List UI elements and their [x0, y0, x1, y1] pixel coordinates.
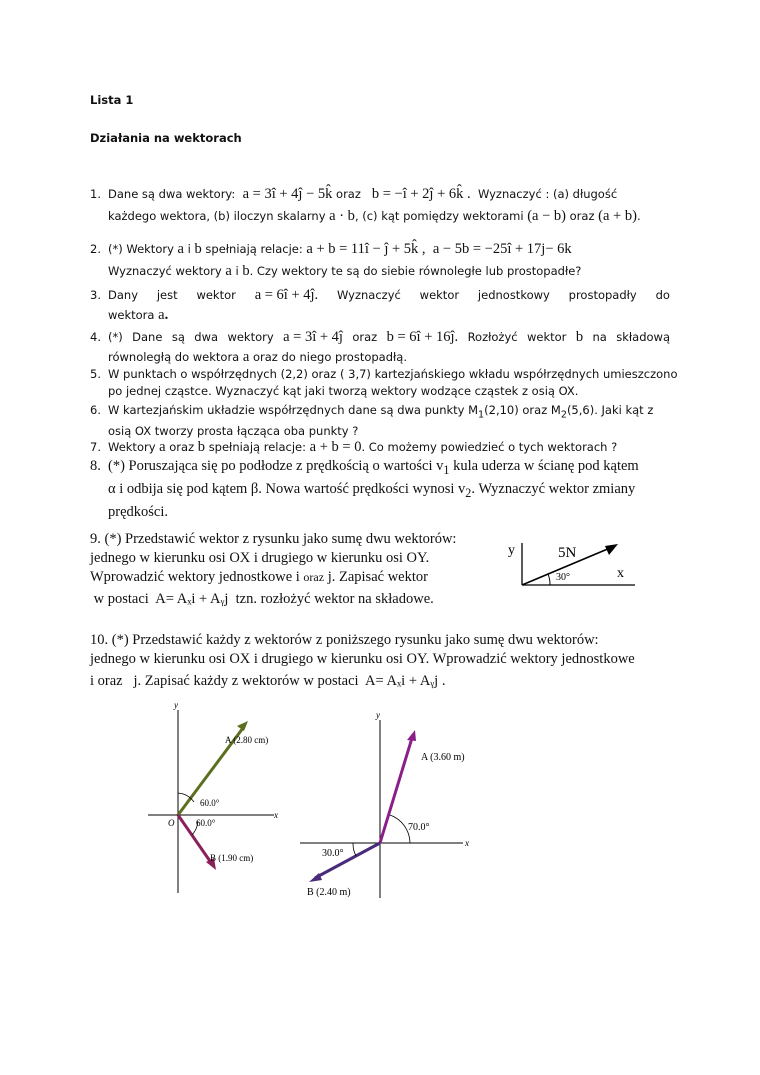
problem-text: dwa [194, 330, 219, 344]
problem-2 [90, 239, 670, 281]
vector-a-label: A (2.80 cm) [225, 735, 269, 745]
problem-number: 6. [90, 403, 101, 417]
problem-text: W punktach o współrzędnych (2,2) oraz ( 3,7) kartezjańskiego wkładu współrzędnych umieszczono [108, 367, 678, 381]
problem-text: jest [156, 288, 178, 302]
problem-text: W kartezjańskim układzie współrzędnych dane są dwa punkty M [108, 403, 479, 417]
problem-text: wektora [108, 308, 155, 322]
problem-text: oraz [336, 187, 361, 201]
list-title: Lista 1 [90, 93, 134, 107]
y-label: y [174, 700, 178, 710]
problem-text: po jednej cząstce. Wyznaczyć kąt jaki tworzą wektory wodzące cząstek z osią OX. [108, 384, 579, 398]
problem-text: (2,10) oraz M [484, 403, 561, 417]
problem-text: (*) Wektory [108, 242, 174, 256]
problem-text: oraz do niego prostopadłą. [252, 350, 407, 364]
problem-text: Dane są dwa wektory: [108, 187, 236, 201]
force-diagram [500, 535, 660, 595]
problem-text: i oraz [90, 673, 123, 689]
x-label: x [617, 566, 624, 581]
problem-text: składową [616, 330, 670, 344]
problem-text: tzn. rozłożyć wektor na składowe. [235, 591, 434, 607]
problem-8 [90, 457, 670, 522]
problem-4 [90, 327, 670, 367]
problem-number: 4. [90, 330, 101, 344]
problem-number: 5. [90, 367, 101, 381]
problem-text: oraz [303, 570, 325, 584]
vector-symbol: a [159, 439, 166, 455]
subscript: 2 [465, 485, 472, 500]
problem-3 [90, 285, 670, 325]
problem-text: Wektory [108, 440, 156, 454]
problem-text: oraz [569, 209, 595, 223]
problem-text: na [592, 330, 607, 344]
arrowhead-icon [237, 721, 248, 731]
problem-text: i [187, 242, 191, 256]
vector-symbol: i [295, 569, 300, 585]
problem-text: jednego w kierunku osi OX i drugiego w kierunku osi OY. Wprowadzić wektory jednostkowe [90, 651, 635, 667]
problem-6 [90, 402, 670, 440]
problem-number: 1. [90, 187, 101, 201]
problem-number: 7. [90, 440, 101, 454]
problem-text: Wyznaczyć [337, 288, 401, 302]
problem-text: wektor [196, 288, 236, 302]
section-title: Działania na wektorach [90, 131, 242, 145]
problem-text: . [636, 209, 641, 223]
x-label: x [274, 810, 278, 820]
problem-text: w postaci [93, 591, 149, 607]
problem-text: . [441, 673, 446, 689]
angle-arc [353, 843, 356, 856]
vector-equation: a + b = 0 [309, 439, 362, 455]
problem-text: wektor [527, 330, 567, 344]
problem-9 [90, 530, 510, 609]
problem-text: 10. (*) Przedstawić każdy z wektorów z poniższego rysunku jako sumę dwu wektorów: [90, 632, 599, 648]
problem-text: i [235, 264, 239, 278]
problem-text: jednego w kierunku osi OX i drugiego w kierunku osi OY. [90, 550, 430, 566]
problem-text: jednostkowy [477, 288, 550, 302]
origin-label: O [168, 818, 175, 828]
force-label: 5N [558, 545, 577, 561]
problem-text: Wyznaczyć : (a) długość [477, 187, 618, 201]
problem-text: Dany [108, 288, 138, 302]
problem-text: Dane [132, 330, 163, 344]
vector-symbol: a [177, 241, 184, 257]
angle-arc [548, 574, 550, 585]
problem-text: Wyznaczyć wektory [108, 264, 222, 278]
vector-symbol: a [242, 349, 250, 365]
problem-text: . Zapisać każdy z wektorów w postaci [137, 673, 359, 689]
vector-symbol: a [225, 263, 232, 279]
problem-text: . [164, 307, 169, 323]
problem-text: α i odbija się pod kątem β. Nowa wartość prędkości wynosi v [108, 480, 466, 497]
problem-text: wektor [419, 288, 460, 302]
problem-text: każdego wektora, (b) iloczyn skalarny [108, 209, 326, 223]
vector-symbol: b [242, 263, 250, 279]
problem-number: 3. [90, 288, 101, 302]
vector-equation: A= Aₓi + Aᵧj [365, 673, 439, 689]
problem-text: są [171, 330, 185, 344]
subscript: 2 [560, 409, 567, 421]
angle-arc [390, 815, 410, 843]
angle-label: 70.0° [408, 822, 430, 833]
problem-7 [90, 437, 670, 457]
problem-number: 8. [90, 458, 101, 474]
y-label: y [508, 543, 515, 558]
vector-symbol: b [575, 329, 584, 345]
vector-symbol: b [194, 241, 202, 257]
vector-equation: a = 3î + 4ĵ − 5k̂ [242, 186, 333, 202]
arrowhead-icon [605, 544, 618, 555]
vector-figure-2 [295, 708, 480, 903]
problem-1 [90, 184, 670, 226]
problem-text: spełniają relacje: [208, 440, 307, 454]
problem-text: spełniają relacje: [205, 242, 303, 256]
problem-5 [90, 366, 678, 400]
problem-text: , (c) kąt pomiędzy wektorami [354, 209, 524, 223]
vector-equation: a + b = 11î − ĵ + 5k̂ , [306, 241, 426, 257]
problem-text: do [655, 288, 670, 302]
angle-label: 60.0° [196, 818, 216, 828]
problem-text: osią OX tworzy prosta łącząca oba punkty ? [108, 424, 359, 439]
vector-equation: b = 6î + 16ĵ. [386, 329, 459, 345]
angle-label: 60.0° [200, 798, 220, 808]
vector-equation: b = −î + 2ĵ + 6k̂ . [371, 186, 471, 202]
problem-text: 9. (*) Przedstawić wektor z rysunku jako sumę dwu wektorów: [90, 531, 457, 547]
vector-figure-1 [140, 698, 290, 898]
problem-text: (5,6). Jaki kąt z [566, 403, 654, 417]
problem-text: . Czy wektory te są do siebie równoległe lub prostopadłe? [249, 264, 582, 278]
vector-equation: A= Aₓi + Aᵧj [155, 591, 229, 607]
subscript: 1 [443, 462, 450, 477]
vector-b-label: B (1.90 cm) [210, 853, 254, 863]
problem-10 [90, 631, 680, 691]
problem-text: . Co możemy powiedzieć o tych wektorach ? [361, 440, 618, 454]
vector-expression: (a − b) [527, 208, 566, 224]
problem-text: (*) [108, 330, 123, 344]
problem-text: kula uderza w ścianę pod kątem [449, 458, 639, 474]
problem-number: 2. [90, 242, 101, 256]
vector-expression: a · b [329, 208, 355, 224]
vector-equation: a = 6î + 4ĵ. [254, 287, 319, 303]
problem-text: . Wyznaczyć wektor zmiany [471, 480, 636, 497]
problem-text: oraz [352, 330, 378, 344]
problem-text: . Zapisać wektor [331, 569, 428, 585]
angle-label: 30° [556, 572, 570, 583]
vector-symbol: a [158, 307, 165, 323]
y-label: y [376, 710, 380, 720]
vector-expression: (a + b) [598, 208, 637, 224]
vector-equation: a = 3î + 4ĵ [283, 329, 343, 345]
problem-text: wektory [227, 330, 274, 344]
vector-a-label: A (3.60 m) [421, 752, 465, 763]
vector-symbol: b [197, 439, 206, 455]
problem-text: Wprowadzić wektory jednostkowe [90, 569, 293, 585]
vector-symbol: j [327, 569, 332, 585]
vector-symbol: j [133, 673, 138, 689]
problem-text: Rozłożyć [467, 330, 518, 344]
problem-text: równoległą do wektora [108, 350, 240, 364]
problem-text: (*) Poruszająca się po podłodze z prędkością o wartości v [108, 458, 444, 474]
x-label: x [465, 838, 469, 848]
problem-text: prostopadły [568, 288, 637, 302]
subscript: 1 [478, 409, 485, 421]
problem-text: prędkości. [108, 503, 168, 520]
arrowhead-icon [407, 730, 416, 741]
vector-equation: a − 5b = −25î + 17j− 6k [432, 241, 572, 257]
angle-label: 30.0° [322, 848, 344, 859]
vector-b-label: B (2.40 m) [307, 887, 351, 898]
problem-text: oraz [169, 440, 195, 454]
